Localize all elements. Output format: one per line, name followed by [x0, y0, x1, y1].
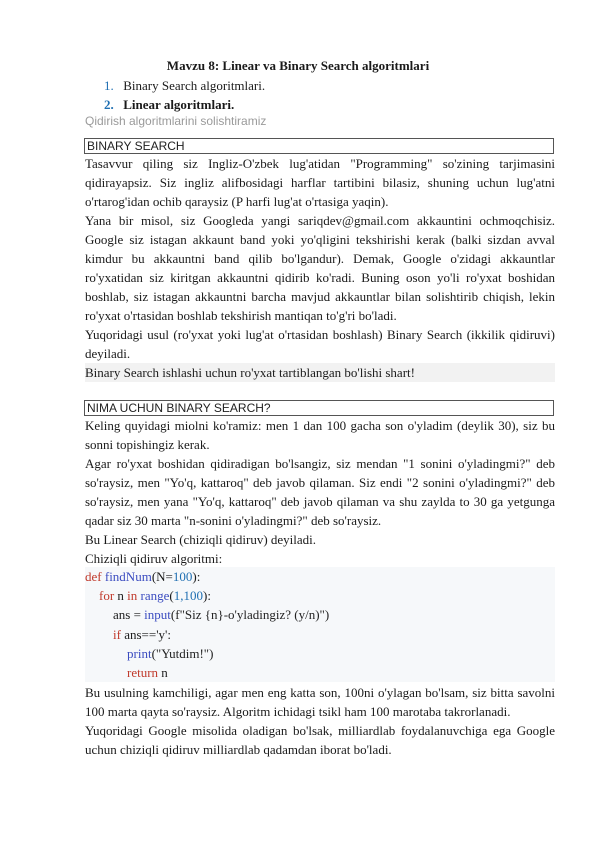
paragraph: Agar ro'yxat boshidan qidiradigan bo'lsangiz, siz mendan "1 sonini o'yladingmi?" deb so'raysiz, men "Yo'q, kattaroq" deb javob qilaman. Siz endi "2 sonini o'yladingmi?" deb so'raysiz, men yana "Yo'q, kattaroq" deb javob qilaman va shu zaylda to 30 ga yetgunga qadar siz 30 marta "n-sonini o'yladingmi?" deb so'raysiz. [85, 456, 555, 528]
outline-item [104, 76, 265, 95]
section-binary-search-body [85, 154, 555, 382]
paragraph: Bu usulning kamchiligi, agar men eng katta son, 100ni o'ylagan bo'lsam, siz bitta savolni 100 marta qayta so'raysiz. Algoritm ichidagi tsikl ham 100 marotaba takrorlanadi. [85, 685, 555, 719]
code-line: return n [127, 664, 168, 680]
code-label: Chiziqli qidiruv algoritmi: [85, 551, 223, 566]
page-title: Mavzu 8: Linear va Binary Search algoritmlari [166, 58, 430, 73]
paragraph: Tasavvur qiling siz Ingliz-O'zbek lug'atidan "Programming" so'zining tarjimasini qidirayapsiz. Siz ingliz alifbosidagi harflar tartibini bilasiz, shuning uchun lug'atni o'rtarog'idan ochib qaraysiz (P harfi lug'at o'rtasiga yaqin). [85, 156, 555, 209]
section-why-body [85, 416, 555, 568]
code-line: print("Yutdim!") [127, 645, 214, 661]
paragraph: Yuqoridagi Google misolida oladigan bo'lsak, milliardlab foydalanuvchiga ega Google uchun chiziqli qidiruv milliardlab qadamdan iborat bo'ladi. [85, 723, 555, 757]
paragraph: Yana bir misol, siz Googleda yangi sariqdev@gmail.com akkauntini ochmoqchisiz. Google siz istagan akkaunt band yoki yo'qligini tekshirishi kerak (balki sizdan avval kimdur bu akkauntni band qilib bo'lgandur). Demak, Google o'zidagi akkauntlar ro'yxatidan siz kiritgan akkauntni qidirib ko'radi. Buning oson yo'li ro'yxat boshidan boshlab, siz istagan akkauntni barcha mavjud akkauntlar bilan solishtirib chiqish, lekin ro'yxat o'rtasidan boshlab tekshirish mantiqan to'g'ri bo'ladi. [85, 213, 555, 323]
paragraph: Yuqoridagi usul (ro'yxat yoki lug'at o'rtasidan boshlash) Binary Search (ikkilik qidiruvi) deyiladi. [85, 327, 555, 361]
intro-subtitle: Qidirish algoritmlarini solishtiramiz [85, 114, 267, 128]
code-line: for n in range(1,100): [99, 588, 211, 604]
paragraph: Bu Linear Search (chiziqli qidiruv) deyiladi. [85, 532, 317, 547]
paragraph: Keling quyidagi miolni ko'ramiz: men 1 dan 100 gacha son o'yladim (deylik 30), siz bu sonni topishingiz kerak. [85, 418, 555, 452]
section-conclusion-body [85, 683, 555, 759]
code-block [85, 567, 555, 682]
topic-outline [104, 76, 265, 114]
outline-text: Linear algoritmlari. [123, 97, 235, 112]
section-heading-binary-search: BINARY SEARCH [84, 138, 554, 154]
outline-number: 1. [104, 78, 114, 93]
outline-item [104, 95, 265, 114]
section-heading-why-binary-search: NIMA UCHUN BINARY SEARCH? [84, 400, 554, 416]
code-line: ans = input(f"Siz {n}-o'yladingiz? (y/n)") [113, 607, 330, 623]
outline-number: 2. [104, 97, 114, 112]
outline-text: Binary Search algoritmlari. [123, 78, 266, 93]
code-line: def findNum(N=100): [85, 569, 201, 584]
binary-search-note: Binary Search ishlashi uchun ro'yxat tartiblangan bo'lishi shart! [85, 363, 555, 382]
code-line: if ans=='y': [113, 626, 171, 642]
